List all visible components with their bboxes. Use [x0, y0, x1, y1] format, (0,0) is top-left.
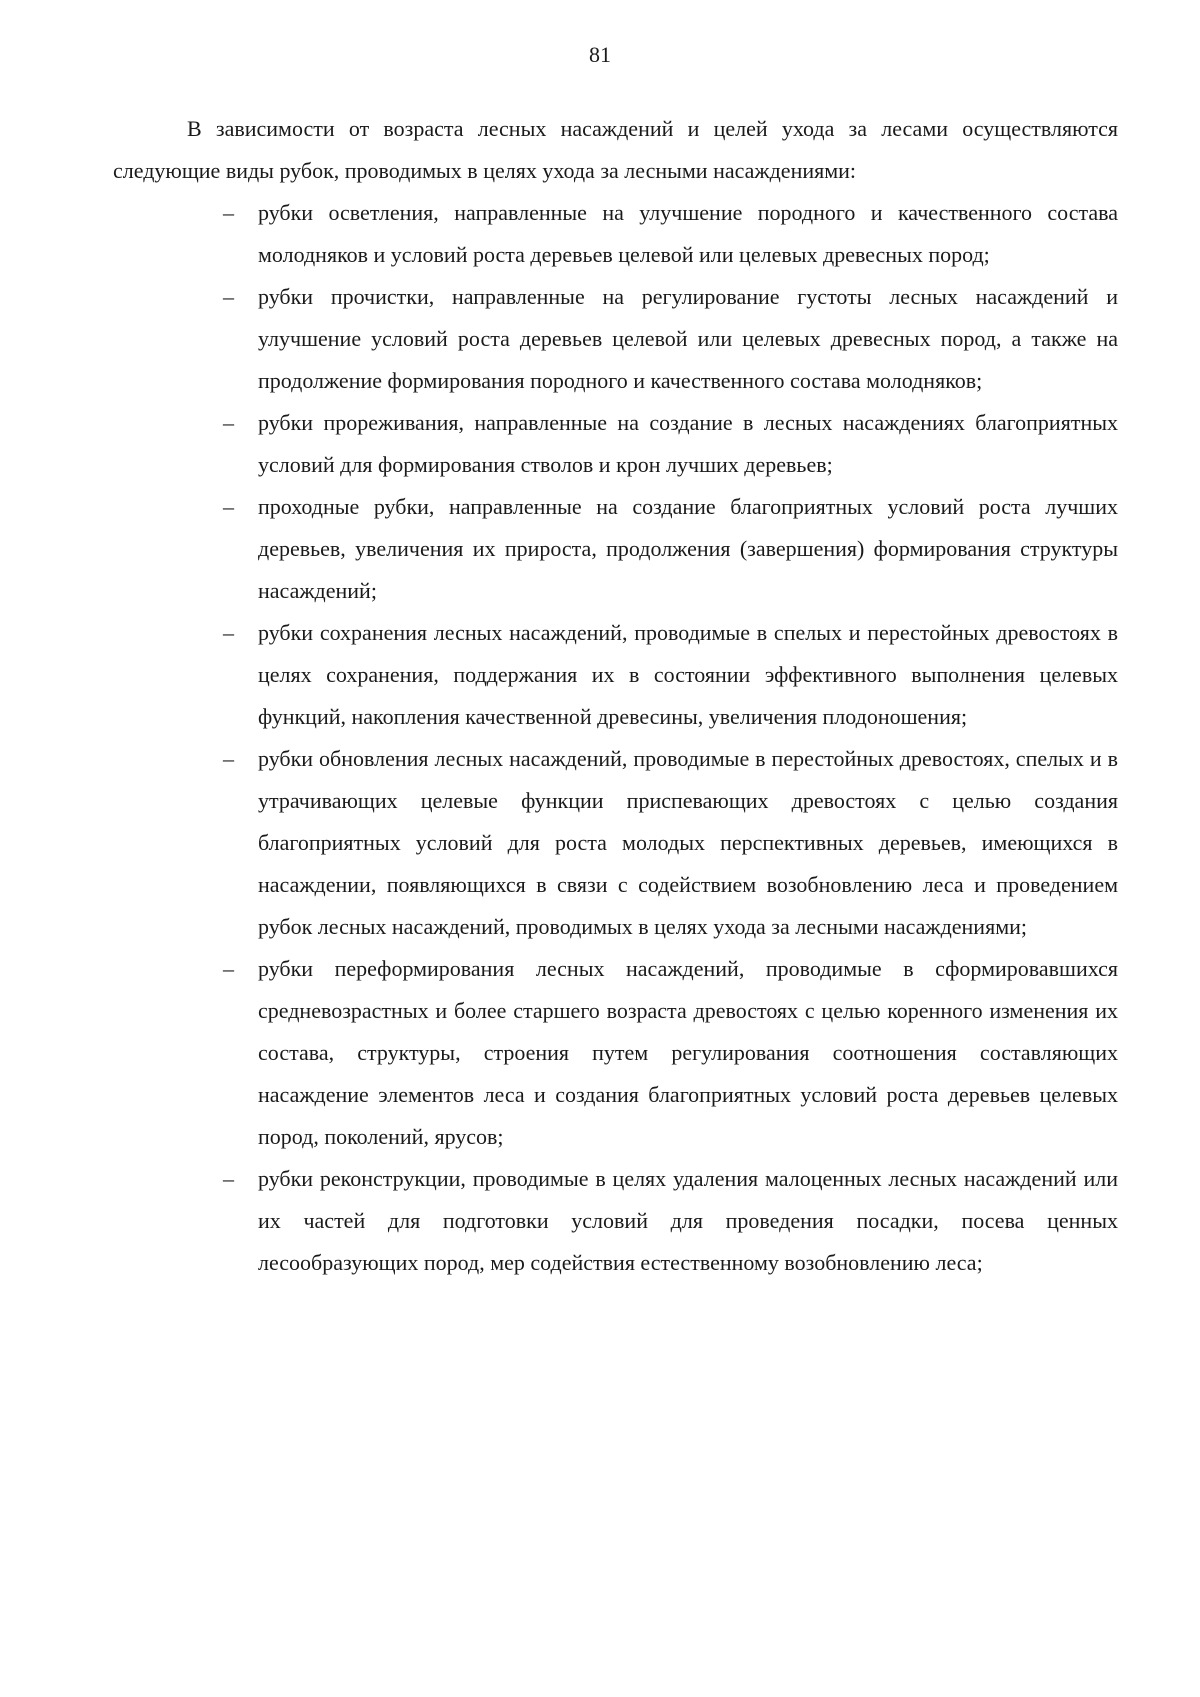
dash-bullet: – — [223, 956, 234, 981]
list-item-text: рубки реконструкции, проводимые в целях удаления малоценных лесных насаждений или их частей для подготовки условий для проведения посадки, посева ценных лесообразующих пород, мер содействия естественному возобновлению леса; — [258, 1166, 1118, 1275]
dash-bullet: – — [223, 494, 234, 519]
dash-bullet: – — [223, 1166, 234, 1191]
page-number: 81 — [589, 42, 611, 67]
dash-bullet: – — [223, 620, 234, 645]
list-item — [113, 486, 1118, 612]
dash-bullet: – — [223, 410, 234, 435]
list-item-text: проходные рубки, направленные на создание благоприятных условий роста лучших деревьев, увеличения их прироста, продолжения (завершения) формирования структуры насаждений; — [258, 494, 1118, 603]
list-item-text: рубки сохранения лесных насаждений, проводимые в спелых и перестойных древостоях в целях сохранения, поддержания их в состоянии эффективного выполнения целевых функций, накопления качественной древесины, увеличения плодоношения; — [258, 620, 1118, 729]
list-item — [113, 738, 1118, 948]
list-item-text: рубки осветления, направленные на улучшение породного и качественного состава молодняков и условий роста деревьев целевой или целевых древесных пород; — [258, 200, 1118, 267]
list-item — [113, 612, 1118, 738]
intro-paragraph: В зависимости от возраста лесных насаждений и целей ухода за лесами осуществляются следующие виды рубок, проводимых в целях ухода за лесными насаждениями: — [113, 116, 1118, 183]
list-item — [113, 276, 1118, 402]
list-item — [113, 948, 1118, 1158]
list-item-text: рубки переформирования лесных насаждений, проводимые в сформировавшихся средневозрастных и более старшего возраста древостоях с целью коренного изменения их состава, структуры, строения путем регулирования соотношения составляющих насаждение элементов леса и создания благоприятных условий роста деревьев целевых пород, поколений, ярусов; — [258, 956, 1118, 1149]
bullet-list — [113, 192, 1118, 1284]
list-item-text: рубки прочистки, направленные на регулирование густоты лесных насаждений и улучшение условий роста деревьев целевой или целевых древесных пород, а также на продолжение формирования породного и качественного состава молодняков; — [258, 284, 1118, 393]
document-body — [113, 108, 1118, 1284]
list-item — [113, 1158, 1118, 1284]
list-item — [113, 192, 1118, 276]
dash-bullet: – — [223, 746, 234, 771]
dash-bullet: – — [223, 200, 234, 225]
list-item — [113, 402, 1118, 486]
list-item-text: рубки прореживания, направленные на создание в лесных насаждениях благоприятных условий для формирования стволов и крон лучших деревьев; — [258, 410, 1118, 477]
dash-bullet: – — [223, 284, 234, 309]
list-item-text: рубки обновления лесных насаждений, проводимые в перестойных древостоях, спелых и в утрачивающих целевые функции приспевающих древостоях с целью создания благоприятных условий для роста молодых перспективных деревьев, имеющихся в насаждении, появляющихся в связи с содействием возобновлению леса и проведением рубок лесных насаждений, проводимых в целях ухода за лесными насаждениями; — [258, 746, 1118, 939]
